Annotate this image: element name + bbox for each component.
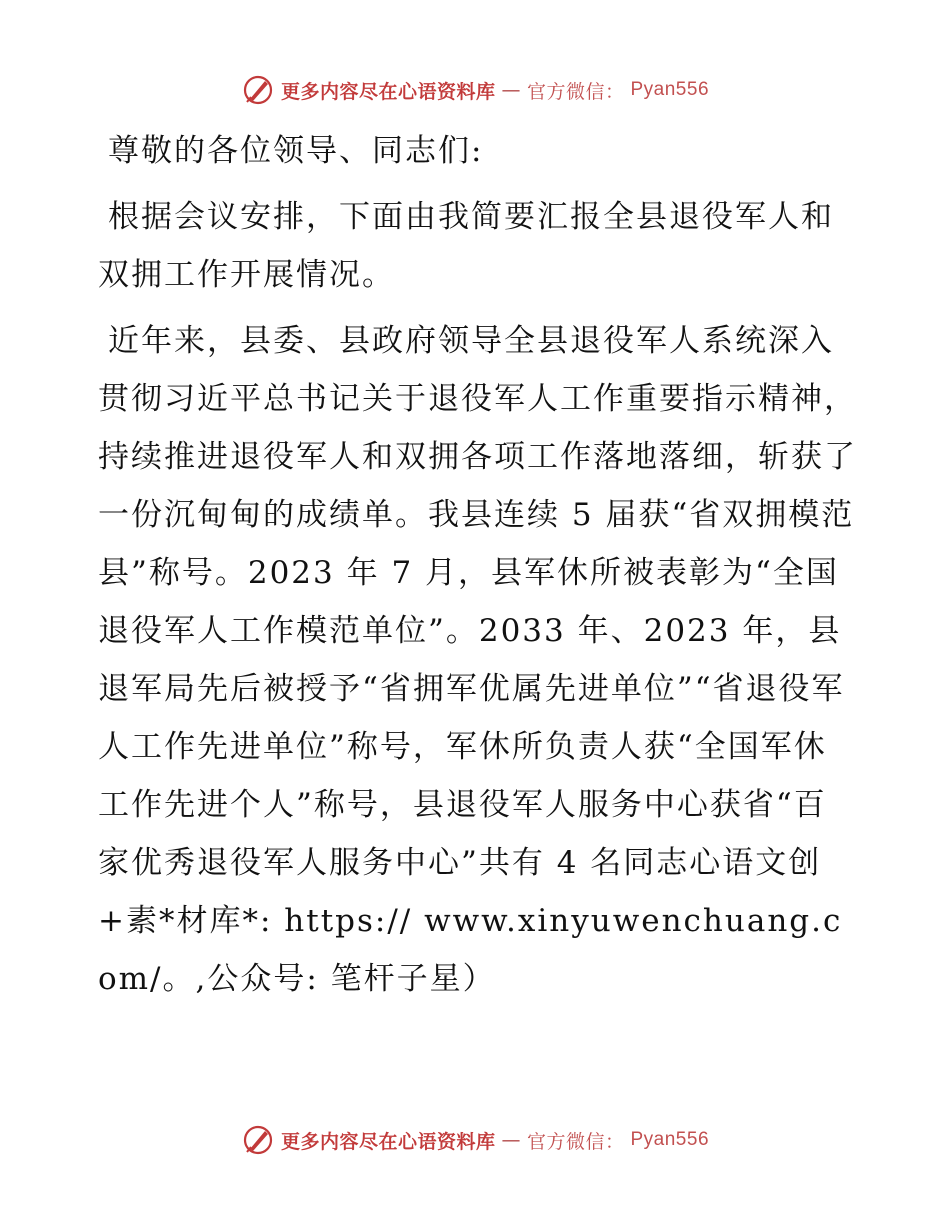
banner-wechat-id: Pyan556 xyxy=(630,79,710,100)
achievements-paragraph: 近年来，县委、县政府领导全县退役军人系统深入贯彻习近平总书记关于退役军人工作重要指示精神，持续推进退役军人和双拥各项工作落地落细，斩获了一份沉甸甸的成绩单。我县连续 5 届获“省双拥模范县”称号。2023 年 7 月，县军休所被表彰为“全国退役军人工作模范单位”。2033 年、2023 年，县退军局先后被授予“省拥军优属先进单位”“省退役军人工作先进单位”称号，军休所负责人获“全国军休工作先进个人”称号，县退役军人服务中心获省“百家优秀退役军人服务中心”共有 4 名同志心语文创+素*材库*: https:// www.xinyuwenchuang.com/。,公众号: 笔杆子星） xyxy=(98,323,857,997)
banner-wechat-id: Pyan556 xyxy=(630,1129,710,1150)
banner-sub-text: 官方微信： xyxy=(526,80,625,103)
salutation-paragraph: 尊敬的各位领导、同志们: xyxy=(108,133,484,169)
document-body xyxy=(98,122,858,1008)
banner-main-text: 更多内容尽在心语资料库 xyxy=(280,80,496,103)
banner-main-text: 更多内容尽在心语资料库 xyxy=(280,1130,496,1153)
banner-sub-text: 官方微信： xyxy=(526,1130,625,1153)
intro-paragraph: 根据会议安排，下面由我简要汇报全县退役军人和双拥工作开展情况。 xyxy=(98,199,834,293)
footer-watermark-banner xyxy=(0,1120,950,1160)
quill-pen-logo-icon xyxy=(241,73,275,107)
quill-pen-logo-icon xyxy=(241,1123,275,1157)
banner-separator: — xyxy=(501,79,521,101)
banner-separator: — xyxy=(501,1129,521,1151)
header-watermark-banner xyxy=(0,70,950,110)
